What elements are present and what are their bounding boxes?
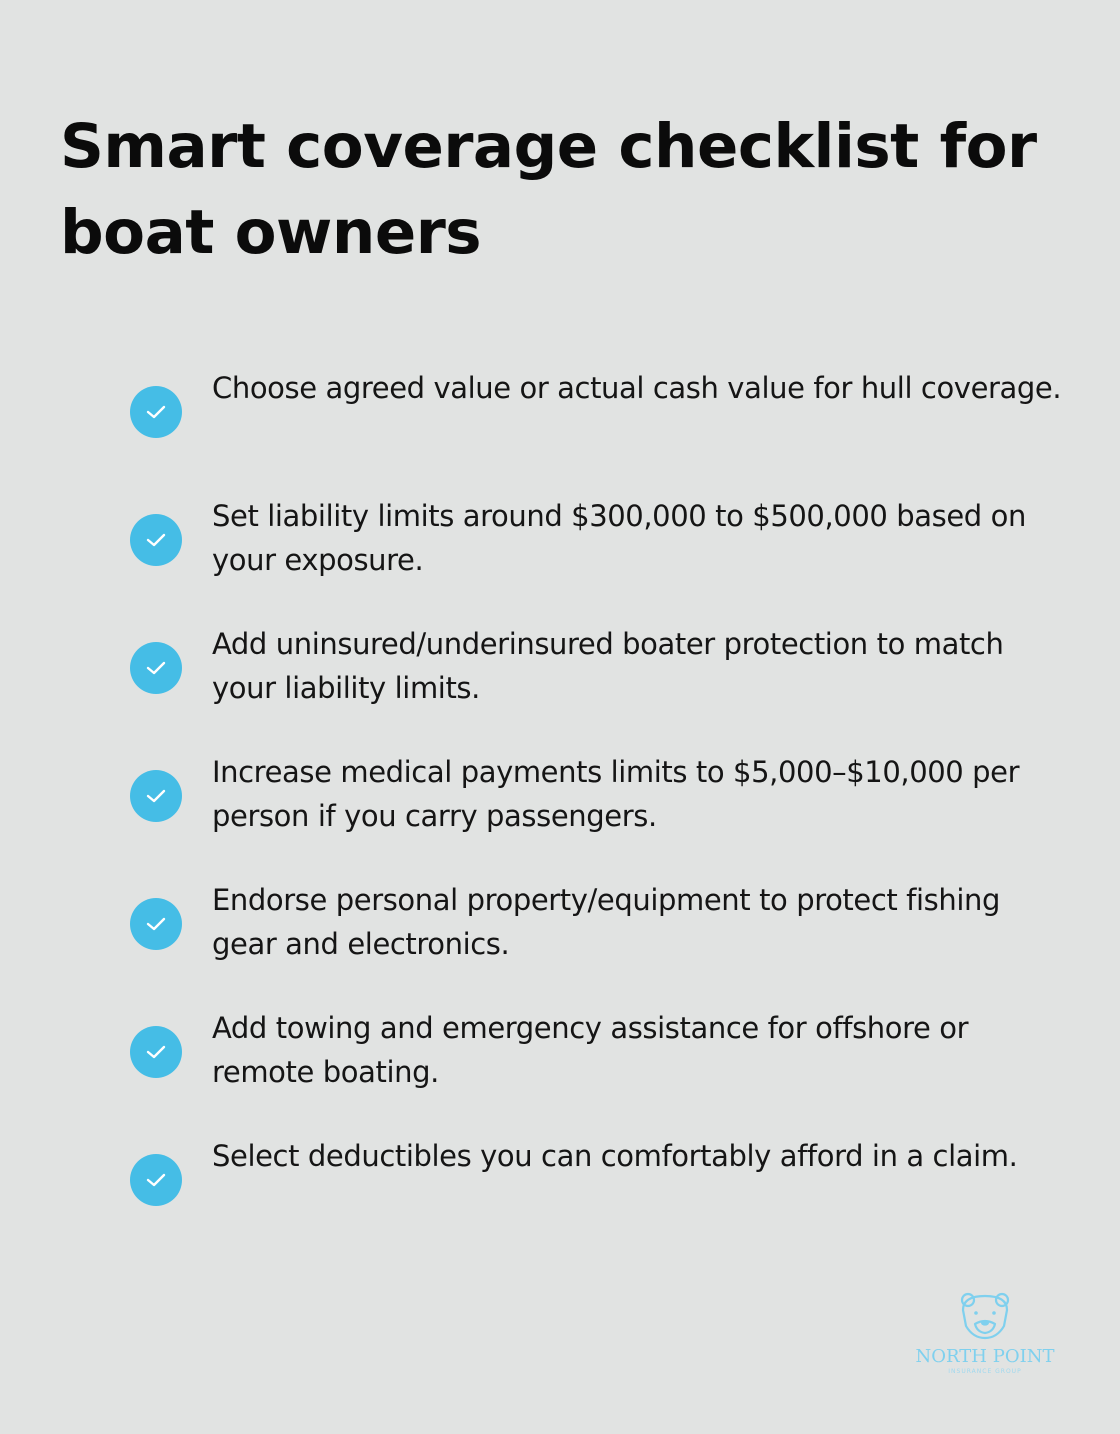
checklist-item bbox=[128, 366, 1068, 494]
checklist-item-text: Add towing and emergency assistance for offshore or remote boating. bbox=[212, 1011, 969, 1089]
check-icon bbox=[130, 642, 182, 694]
check-icon bbox=[130, 1154, 182, 1206]
page-title: Smart coverage checklist for boat owners bbox=[60, 111, 1037, 268]
checklist bbox=[128, 366, 1068, 1262]
checklist-item bbox=[128, 494, 1068, 622]
checklist-item-text: Endorse personal property/equipment to protect fishing gear and electronics. bbox=[212, 883, 1000, 961]
check-icon bbox=[130, 386, 182, 438]
checklist-item bbox=[128, 878, 1068, 1006]
check-icon bbox=[130, 770, 182, 822]
checklist-item bbox=[128, 750, 1068, 878]
logo-subtitle: INSURANCE GROUP bbox=[948, 1368, 1022, 1375]
check-icon bbox=[130, 1026, 182, 1078]
checklist-item bbox=[128, 1006, 1068, 1134]
checklist-item-text: Increase medical payments limits to $5,000–$10,000 per person if you carry passengers. bbox=[212, 755, 1020, 833]
check-icon bbox=[130, 898, 182, 950]
checklist-item bbox=[128, 622, 1068, 750]
checklist-item-text: Choose agreed value or actual cash value for hull coverage. bbox=[212, 371, 1062, 405]
checklist-item-text: Set liability limits around $300,000 to $500,000 based on your exposure. bbox=[212, 499, 1026, 577]
checklist-item-text: Add uninsured/underinsured boater protection to match your liability limits. bbox=[212, 627, 1004, 705]
company-logo bbox=[905, 1290, 1065, 1380]
logo-name: NORTH POINT bbox=[915, 1346, 1055, 1367]
checklist-item bbox=[128, 1134, 1068, 1262]
checklist-item-text: Select deductibles you can comfortably afford in a claim. bbox=[212, 1139, 1018, 1173]
check-icon bbox=[130, 514, 182, 566]
bear-icon bbox=[905, 1290, 1065, 1346]
